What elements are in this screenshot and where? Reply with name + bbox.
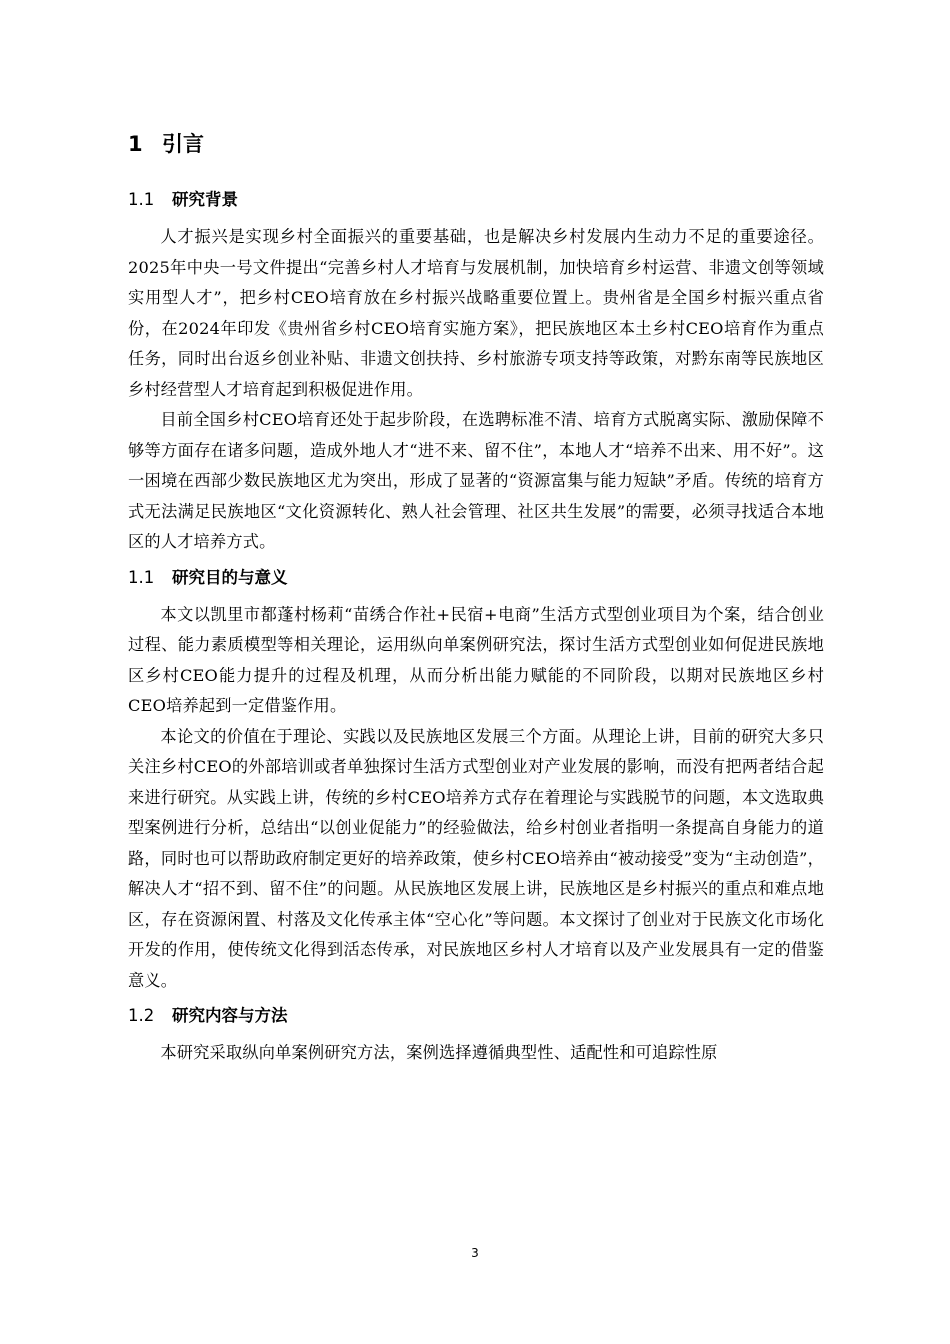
paragraph: 人才振兴是实现乡村全面振兴的重要基础，也是解决乡村发展内生动力不足的重要途径。2025年中央一号文件提出“完善乡村人才培育与发展机制，加快培育乡村运营、非遗文创等领域实用型人才”，把乡村CEO培育放在乡村振兴战略重要位置上。贵州省是全国乡村振兴重点省份，在2024年印发《贵州省乡村CEO培育实施方案》，把民族地区本土乡村CEO培育作为重点任务，同时出台返乡创业补贴、非遗文创扶持、乡村旅游专项支持等政策，对黔东南等民族地区乡村经营型人才培育起到积极促进作用。 [128, 227, 824, 399]
section-number: 1.1 [128, 190, 155, 209]
paragraph: 目前全国乡村CEO培育还处于起步阶段，在选聘标准不清、培育方式脱离实际、激励保障不够等方面存在诸多问题，造成外地人才“进不来、留不住”，本地人才“培养不出来、用不好”。这一困境在西部少数民族地区尤为突出，形成了显著的“资源富集与能力短缺”矛盾。传统的培育方式无法满足民族地区“文化资源转化、熟人社会管理、社区共生发展”的需要，必须寻找适合本地区的人才培养方式。 [128, 410, 824, 551]
section-title: 研究内容与方法 [172, 1006, 288, 1025]
chapter-number: 1 [128, 132, 143, 156]
chapter-title: 引言 [162, 132, 204, 156]
paragraph: 本论文的价值在于理论、实践以及民族地区发展三个方面。从理论上讲，目前的研究大多只关注乡村CEO的外部培训或者单独探讨生活方式型创业对产业发展的影响，而没有把两者结合起来进行研究。从实践上讲，传统的乡村CEO培养方式存在着理论与实践脱节的问题，本文选取典型案例进行分析，总结出“以创业促能力”的经验做法，给乡村创业者指明一条提高自身能力的道路，同时也可以帮助政府制定更好的培养政策，使乡村CEO培养由“被动接受”变为“主动创造”，解决人才“招不到、留不住”的问题。从民族地区发展上讲，民族地区是乡村振兴的重点和难点地区，存在资源闲置、村落及文化传承主体“空心化”等问题。本文探讨了创业对于民族文化市场化开发的作用，使传统文化得到活态传承，对民族地区乡村人才培育以及产业发展具有一定的借鉴意义。 [128, 726, 824, 990]
page-number: 3 [471, 1246, 479, 1260]
section-heading-purpose [128, 566, 824, 590]
paragraph: 本研究采取纵向单案例研究方法，案例选择遵循典型性、适配性和可追踪性原 [160, 1043, 718, 1062]
paragraph: 本文以凯里市都蓬村杨莉“苗绣合作社+民宿+电商”生活方式型创业项目为个案，结合创业过程、能力素质模型等相关理论，运用纵向单案例研究法，探讨生活方式型创业如何促进民族地区乡村CEO能力提升的过程及机理，从而分析出能力赋能的不同阶段，以期对民族地区乡村CEO培养起到一定借鉴作用。 [128, 604, 824, 715]
section-number: 1.1 [128, 567, 155, 587]
section-heading-methods [128, 1004, 824, 1028]
page-content [128, 130, 824, 1069]
chapter-heading [128, 130, 824, 158]
section-number: 1.2 [128, 1006, 155, 1025]
section-title: 研究背景 [172, 190, 238, 209]
section-title: 研究目的与意义 [172, 567, 288, 587]
section-heading-background [128, 188, 824, 212]
